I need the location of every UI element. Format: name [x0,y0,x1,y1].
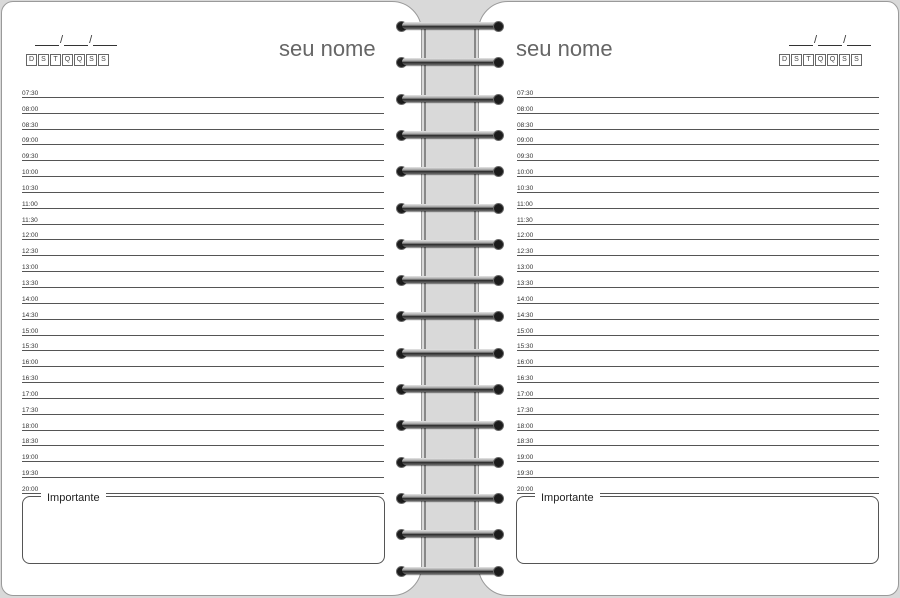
time-slot[interactable] [517,415,879,431]
time-label: 19:00 [22,454,39,462]
weekday-boxes [779,54,862,66]
binding-ring [392,309,508,323]
time-label: 17:30 [517,406,534,414]
time-slot[interactable] [22,114,384,130]
time-label: 14:30 [22,311,39,319]
time-label: 16:00 [517,359,534,367]
time-label: 12:00 [517,232,534,240]
time-slot[interactable] [22,462,384,478]
binding-ring [392,418,508,432]
time-label: 07:30 [517,89,534,97]
weekday-box[interactable]: S [851,54,862,66]
planner-page-right [478,1,899,596]
time-label: 08:00 [22,105,39,113]
time-label: 16:00 [22,359,39,367]
time-slot[interactable] [517,272,879,288]
time-slot[interactable] [517,383,879,399]
time-slot[interactable] [517,114,879,130]
time-slot[interactable] [22,256,384,272]
binding-ring [392,273,508,287]
binding-ring [392,382,508,396]
time-slot[interactable] [22,288,384,304]
time-label: 16:30 [517,375,534,383]
time-slot[interactable] [22,383,384,399]
time-label: 11:30 [22,216,38,224]
weekday-box[interactable]: Q [74,54,85,66]
time-label: 12:30 [517,248,534,256]
time-label: 18:30 [22,438,39,446]
binding-ring [392,19,508,33]
time-slot[interactable] [517,225,879,241]
time-label: 17:00 [22,390,39,398]
date-field[interactable]: / / [789,32,871,46]
time-label: 16:30 [22,375,39,383]
time-label: 09:30 [517,153,534,161]
weekday-box[interactable]: D [779,54,790,66]
time-slot[interactable] [517,446,879,462]
time-label: 08:30 [22,121,39,129]
time-slot[interactable] [22,82,384,98]
time-label: 10:30 [517,184,534,192]
binding-ring [392,164,508,178]
time-label: 15:30 [517,343,534,351]
time-slot[interactable] [22,304,384,320]
time-slot-list [517,82,879,494]
time-label: 14:00 [22,295,39,303]
time-label: 18:00 [517,422,534,430]
binding-ring [392,564,508,578]
time-slot[interactable] [517,336,879,352]
binding-ring [392,92,508,106]
binding-ring [392,237,508,251]
time-label: 09:30 [22,153,39,161]
time-slot[interactable] [517,462,879,478]
time-slot[interactable] [22,446,384,462]
time-label: 09:00 [517,137,534,145]
spine [422,28,478,570]
time-label: 18:00 [22,422,39,430]
time-slot[interactable] [22,399,384,415]
time-label: 15:00 [22,327,39,335]
time-label: 17:00 [517,390,534,398]
time-slot[interactable] [22,320,384,336]
time-slot[interactable] [517,351,879,367]
time-slot[interactable] [517,256,879,272]
time-label: 09:00 [22,137,39,145]
binding-ring [392,527,508,541]
weekday-box[interactable]: S [791,54,802,66]
time-label: 13:00 [517,264,534,272]
owner-name: seu nome [516,36,613,61]
time-slot[interactable] [517,177,879,193]
time-slot[interactable] [22,431,384,447]
time-slot[interactable] [517,98,879,114]
time-slot[interactable] [22,225,384,241]
time-slot[interactable] [517,431,879,447]
weekday-box[interactable]: S [98,54,109,66]
time-slot[interactable] [517,161,879,177]
time-label: 10:30 [22,184,39,192]
time-slot[interactable] [22,98,384,114]
time-slot[interactable] [22,272,384,288]
time-slot[interactable] [517,320,879,336]
time-label: 15:00 [517,327,534,335]
time-slot[interactable] [517,288,879,304]
time-label: 08:00 [517,105,534,113]
planner-page-left [1,1,422,596]
time-slot-list [22,82,384,494]
time-label: 19:00 [517,454,534,462]
binding-ring [392,346,508,360]
time-label: 14:30 [517,311,534,319]
time-slot[interactable] [22,193,384,209]
time-label: 17:30 [22,406,39,414]
weekday-box[interactable]: T [50,54,61,66]
time-label: 20:00 [22,485,39,493]
time-label: 19:30 [22,470,39,478]
time-label: 13:00 [22,264,39,272]
time-label: 12:00 [22,232,39,240]
time-slot[interactable] [22,177,384,193]
time-slot[interactable] [22,367,384,383]
time-label: 12:30 [22,248,39,256]
time-label: 19:30 [517,470,534,478]
time-label: 10:00 [517,169,534,177]
time-label: 08:30 [517,121,534,129]
weekday-box[interactable]: D [26,54,37,66]
time-slot[interactable] [517,367,879,383]
important-notes-label: Importante [41,492,106,504]
time-label: 18:30 [517,438,534,446]
important-notes-box[interactable] [516,496,879,564]
time-slot[interactable] [517,399,879,415]
binding-ring [392,128,508,142]
time-slot[interactable] [517,82,879,98]
time-slot[interactable] [517,130,879,146]
weekday-box[interactable]: Q [62,54,73,66]
weekday-box[interactable]: Q [815,54,826,66]
time-label: 07:30 [22,89,39,97]
time-slot[interactable] [517,304,879,320]
weekday-box[interactable]: T [803,54,814,66]
binding-ring [392,55,508,69]
weekday-boxes [26,54,109,66]
owner-name: seu nome [279,36,376,61]
binding-ring [392,201,508,215]
time-slot[interactable] [22,145,384,161]
time-slot[interactable] [22,130,384,146]
time-slot[interactable] [517,240,879,256]
time-slot[interactable] [22,161,384,177]
time-label: 11:30 [517,216,533,224]
important-notes-box[interactable] [22,496,385,564]
time-label: 15:30 [22,343,39,351]
weekday-box[interactable]: S [839,54,850,66]
weekday-box[interactable]: S [38,54,49,66]
time-label: 20:00 [517,485,534,493]
binding-ring [392,455,508,469]
time-slot[interactable] [517,193,879,209]
time-label: 11:00 [22,200,38,208]
time-slot[interactable] [517,209,879,225]
time-slot[interactable] [22,209,384,225]
time-slot[interactable] [22,240,384,256]
important-notes-label: Importante [535,492,600,504]
time-slot[interactable] [517,145,879,161]
weekday-box[interactable]: Q [827,54,838,66]
time-label: 10:00 [22,169,39,177]
time-label: 13:30 [517,279,534,287]
time-label: 11:00 [517,200,533,208]
time-label: 14:00 [517,295,534,303]
binding-ring [392,491,508,505]
time-slot[interactable] [22,336,384,352]
time-slot[interactable] [22,415,384,431]
date-field[interactable]: / / [35,32,117,46]
time-slot[interactable] [22,351,384,367]
time-label: 13:30 [22,279,39,287]
weekday-box[interactable]: S [86,54,97,66]
